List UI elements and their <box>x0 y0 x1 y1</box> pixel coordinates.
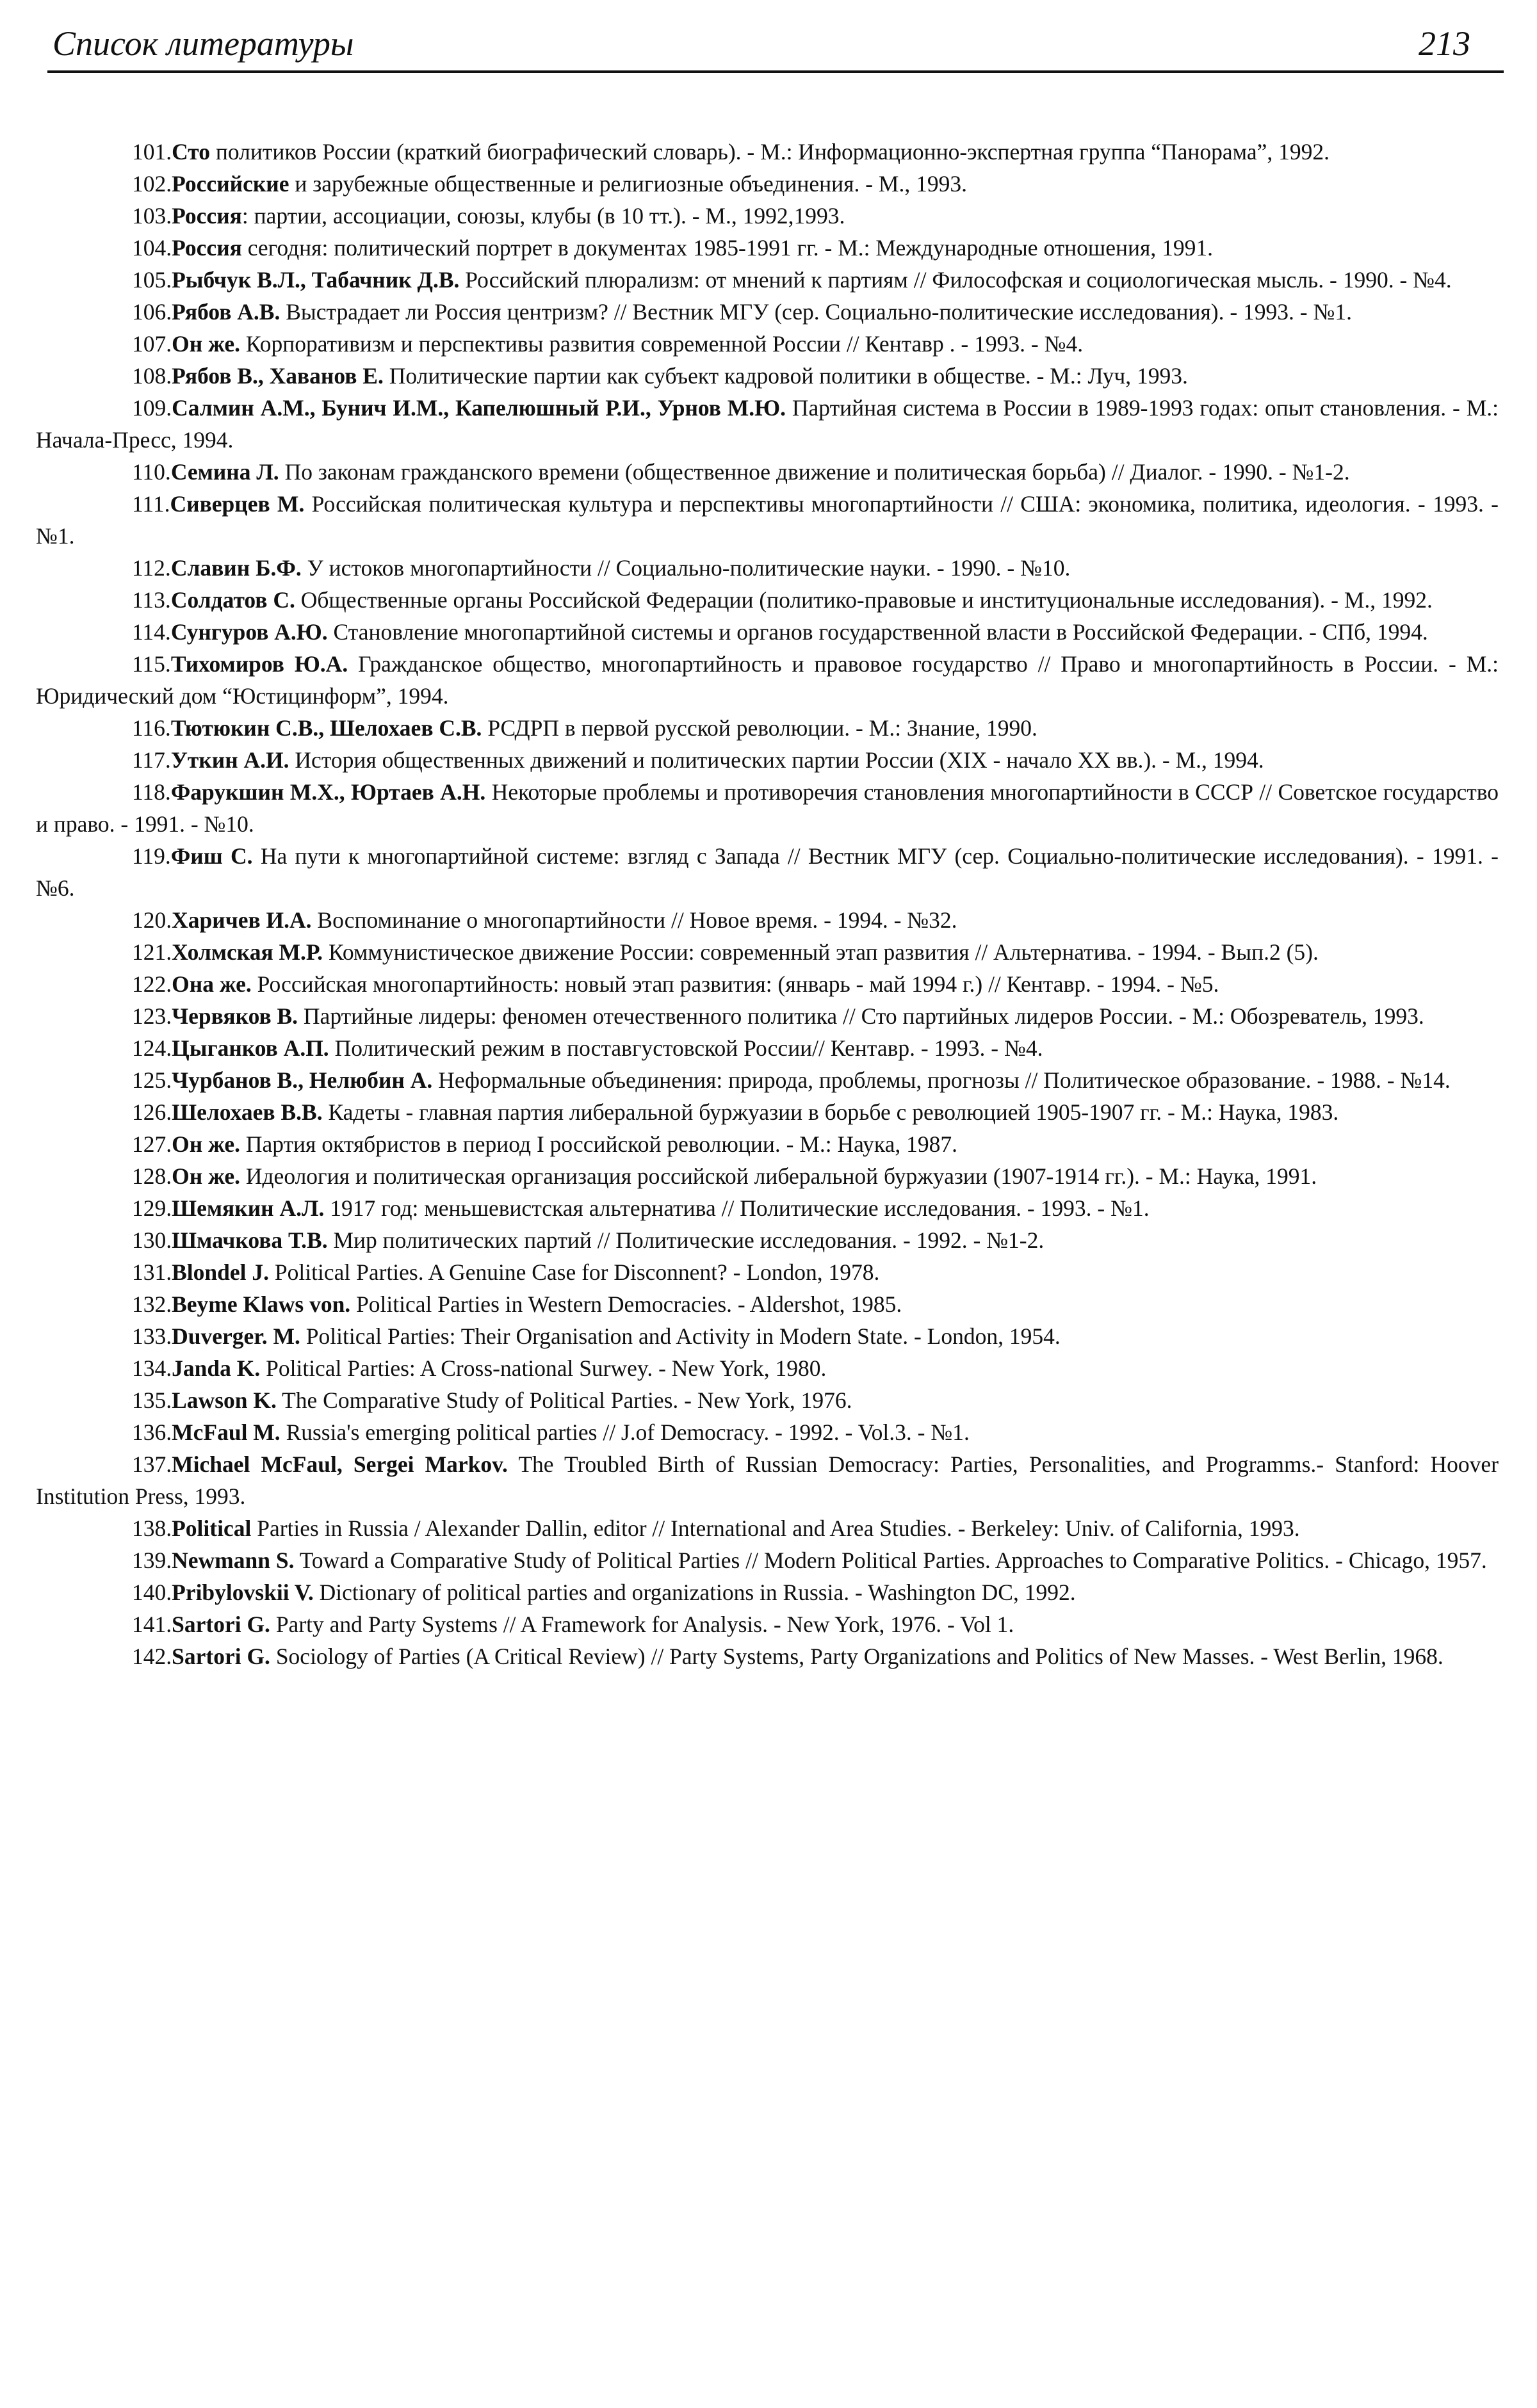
bibliography-entry <box>36 1000 1499 1032</box>
bibliography-entry <box>36 1128 1499 1160</box>
bibliography-entry <box>36 1032 1499 1064</box>
entry-number: 113. <box>132 587 171 613</box>
bibliography-entry <box>36 232 1499 264</box>
entry-number: 129. <box>132 1195 172 1221</box>
bibliography-entry <box>36 296 1499 328</box>
page-number: 213 <box>1419 24 1470 63</box>
entry-text: Корпоративизм и перспективы развития современной России // Кентавр . - 1993. - №4. <box>240 331 1084 357</box>
bibliography-entry <box>36 1192 1499 1224</box>
entry-text: На пути к многопартийной системе: взгляд с Запада // Вестник МГУ (сер. Социально-политические исследования). - 1991. - №6. <box>36 843 1499 901</box>
entry-text: Political Parties: A Cross-national Surwey. - New York, 1980. <box>260 1355 827 1381</box>
entry-text: У истоков многопартийности // Социально-политические науки. - 1990. - №10. <box>301 555 1071 581</box>
entry-number: 121. <box>132 939 172 965</box>
entry-author: Шмачкова Т.В. <box>172 1227 328 1253</box>
entry-number: 103. <box>132 203 172 229</box>
bibliography-entry <box>36 456 1499 488</box>
entry-text: политиков России (краткий биографический словарь). - М.: Информационно-экспертная группа “Панорама”, 1992. <box>210 139 1330 165</box>
entry-author: Тихомиров Ю.А. <box>170 651 348 677</box>
entry-text: Toward a Comparative Study of Political Parties // Modern Political Parties. Approaches to Comparative Politics. - Chicago, 1957. <box>294 1547 1487 1573</box>
page-title: Список литературы <box>53 24 354 63</box>
bibliography-entry <box>36 1384 1499 1416</box>
entry-text: The Comparative Study of Political Parties. - New York, 1976. <box>276 1387 852 1413</box>
entry-number: 133. <box>132 1323 172 1349</box>
entry-author: Фиш С. <box>170 843 253 869</box>
entry-text: Parties in Russia / Alexander Dallin, editor // International and Area Studies. - Berkeley: Univ. of California, 1993. <box>251 1515 1300 1541</box>
entry-text: Неформальные объединения: природа, проблемы, прогнозы // Политическое образование. - 1988. - №14. <box>432 1067 1451 1093</box>
entry-author: Сунгуров А.Ю. <box>170 619 328 645</box>
bibliography-entry <box>36 136 1499 168</box>
bibliography-entry <box>36 968 1499 1000</box>
entry-text: РСДРП в первой русской революции. - М.: Знание, 1990. <box>482 715 1037 741</box>
entry-number: 132. <box>132 1291 172 1317</box>
entry-author: McFaul M. <box>172 1419 281 1445</box>
entry-author: Шелохаев В.В. <box>172 1099 323 1125</box>
page-header <box>47 19 1504 73</box>
entry-author: Шемякин А.Л. <box>172 1195 325 1221</box>
entry-number: 119. <box>132 843 171 869</box>
bibliography-entry <box>36 1640 1499 1672</box>
entry-text: Political Parties. A Genuine Case for Disconnent? - London, 1978. <box>269 1259 880 1285</box>
bibliography-entry <box>36 1288 1499 1320</box>
entry-author: Рябов В., Хаванов Е. <box>172 363 384 389</box>
entry-author: Duverger. M. <box>172 1323 300 1349</box>
entry-author: Blondel J. <box>172 1259 270 1285</box>
entry-number: 137. <box>132 1451 172 1477</box>
entry-author: Newmann S. <box>172 1547 295 1573</box>
entry-number: 126. <box>132 1099 172 1125</box>
entry-author: Червяков В. <box>172 1003 298 1029</box>
entry-author: Sartori G. <box>172 1644 270 1669</box>
entry-number: 104. <box>132 235 172 261</box>
entry-number: 128. <box>132 1163 172 1189</box>
entry-author: Уткин А.И. <box>170 747 289 773</box>
entry-number: 114. <box>132 619 171 645</box>
entry-text: Кадеты - главная партия либеральной буржуазии в борьбе с революцией 1905-1907 гг. - М.: Наука, 1983. <box>322 1099 1339 1125</box>
entry-number: 120. <box>132 907 172 933</box>
entry-text: The Troubled Birth of Russian Democracy: Parties, Personalities, and Programms.- Stanford: Hoover Institution Press, 1993. <box>36 1451 1499 1509</box>
entry-text: По законам гражданского времени (общественное движение и политическая борьба) // Диалог. - 1990. - №1-2. <box>279 459 1350 485</box>
entry-text: : партии, ассоциации, союзы, клубы (в 10 тт.). - М., 1992,1993. <box>241 203 845 229</box>
entry-author: Солдатов С. <box>170 587 295 613</box>
entry-text: Идеология и политическая организация российской либеральной буржуазии (1907-1914 гг.). - М.: Наука, 1991. <box>240 1163 1317 1189</box>
bibliography-entry <box>36 392 1499 456</box>
entry-author: Beyme Klaws von. <box>172 1291 351 1317</box>
bibliography-entry <box>36 584 1499 616</box>
entry-number: 115. <box>132 651 171 677</box>
entry-author: Тютюкин С.В., Шелохаев С.В. <box>170 715 482 741</box>
entry-text: Политический режим в поставгустовской России// Кентавр. - 1993. - №4. <box>329 1035 1043 1061</box>
entry-author: Рыбчук В.Л., Табачник Д.В. <box>172 267 460 293</box>
entry-number: 125. <box>132 1067 172 1093</box>
entry-text: Российская политическая культура и перспективы многопартийности // США: экономика, политика, идеология. - 1993. - №1. <box>36 491 1499 549</box>
entry-text: Российский плюрализм: от мнений к партиям // Философская и социологическая мысль. - 1990. - №4. <box>459 267 1452 293</box>
entry-author: Рябов А.В. <box>172 299 281 325</box>
entry-author: Харичев И.А. <box>172 907 312 933</box>
entry-number: 141. <box>132 1612 172 1637</box>
entry-number: 101. <box>132 139 172 165</box>
entry-number: 136. <box>132 1419 172 1445</box>
entry-text: Становление многопартийной системы и органов государственной власти в Российской Федерации. - СПб, 1994. <box>327 619 1428 645</box>
bibliography-entry <box>36 1064 1499 1096</box>
entry-text: Гражданское общество, многопартийность и правовое государство // Право и многопартийность в России. - М.: Юридический дом “Юстицинформ”, 1994. <box>36 651 1499 709</box>
bibliography-entry <box>36 744 1499 776</box>
entry-number: 139. <box>132 1547 172 1573</box>
entry-number: 130. <box>132 1227 172 1253</box>
entry-text: Некоторые проблемы и противоречия становления многопартийности в СССР // Советское государство и право. - 1991. - №10. <box>36 779 1499 837</box>
entry-text: Political Parties: Their Organisation and Activity in Modern State. - London, 1954. <box>300 1323 1061 1349</box>
bibliography-entry <box>36 1320 1499 1352</box>
entry-number: 131. <box>132 1259 172 1285</box>
entry-author: Michael McFaul, Sergei Markov. <box>172 1451 508 1477</box>
entry-author: Чурбанов В., Нелюбин А. <box>172 1067 433 1093</box>
entry-text: сегодня: политический портрет в документах 1985-1991 гг. - М.: Международные отношения, 1991. <box>241 235 1213 261</box>
entry-text: и зарубежные общественные и религиозные объединения. - М., 1993. <box>289 171 967 197</box>
entry-number: 123. <box>132 1003 172 1029</box>
entry-text: Коммунистическое движение России: современный этап развития // Альтернатива. - 1994. - Вып.2 (5). <box>323 939 1319 965</box>
bibliography-entry <box>36 360 1499 392</box>
entry-number: 106. <box>132 299 172 325</box>
bibliography-entry <box>36 1224 1499 1256</box>
entry-author: Он же. <box>172 1131 240 1157</box>
entry-author: Российские <box>172 171 289 197</box>
entry-number: 107. <box>132 331 172 357</box>
entry-author: Россия <box>172 203 242 229</box>
entry-author: Холмская М.Р. <box>172 939 323 965</box>
entry-author: Lawson K. <box>172 1387 277 1413</box>
entry-author: Он же. <box>172 1163 240 1189</box>
entry-author: Она же. <box>172 971 252 997</box>
entry-number: 117. <box>132 747 171 773</box>
bibliography-list <box>36 136 1499 1672</box>
entry-author: Салмин А.М., Бунич И.М., Капелюшный Р.И., Урнов М.Ю. <box>172 395 786 421</box>
entry-text: Воспоминание о многопартийности // Новое время. - 1994. - №32. <box>311 907 957 933</box>
entry-text: Партийные лидеры: феномен отечественного политика // Сто партийных лидеров России. - М.: Обозреватель, 1993. <box>298 1003 1424 1029</box>
entry-number: 110. <box>132 459 171 485</box>
bibliography-entry <box>36 264 1499 296</box>
bibliography-entry <box>36 1096 1499 1128</box>
entry-number: 102. <box>132 171 172 197</box>
entry-text: Political Parties in Western Democracies. - Aldershot, 1985. <box>350 1291 902 1317</box>
entry-author: Janda K. <box>172 1355 261 1381</box>
bibliography-entry <box>36 1160 1499 1192</box>
entry-number: 112. <box>132 555 171 581</box>
entry-text: Партия октябристов в период I российской революции. - М.: Наука, 1987. <box>240 1131 957 1157</box>
entry-text: Партийная система в России в 1989-1993 годах: опыт становления. - М.: Начала-Пресс, 1994. <box>36 395 1499 453</box>
entry-author: Он же. <box>172 331 240 357</box>
entry-text: Russia's emerging political parties // J.of Democracy. - 1992. - Vol.3. - №1. <box>280 1419 970 1445</box>
entry-author: Семина Л. <box>170 459 279 485</box>
bibliography-entry <box>36 1544 1499 1576</box>
bibliography-entry <box>36 840 1499 904</box>
entry-author: Political <box>172 1515 252 1541</box>
entry-text: 1917 год: меньшевистская альтернатива // Политические исследования. - 1993. - №1. <box>324 1195 1150 1221</box>
entry-author: Россия <box>172 235 242 261</box>
entry-text: Выстрадает ли Россия центризм? // Вестник МГУ (сер. Социально-политические исследования). - 1993. - №1. <box>280 299 1352 325</box>
entry-text: Dictionary of political parties and organizations in Russia. - Washington DC, 1992. <box>313 1580 1076 1605</box>
bibliography-entry <box>36 328 1499 360</box>
bibliography-entry <box>36 1512 1499 1544</box>
bibliography-entry <box>36 168 1499 200</box>
entry-number: 134. <box>132 1355 172 1381</box>
bibliography-entry <box>36 200 1499 232</box>
bibliography-entry <box>36 552 1499 584</box>
bibliography-entry <box>36 616 1499 648</box>
entry-author: Фарукшин М.Х., Юртаев А.Н. <box>170 779 486 805</box>
entry-number: 108. <box>132 363 172 389</box>
entry-text: Общественные органы Российской Федерации (политико-правовые и институциональные исследования). - М., 1992. <box>295 587 1433 613</box>
entry-text: Российская многопартийность: новый этап развития: (январь - май 1994 г.) // Кентавр. - 1994. - №5. <box>251 971 1219 997</box>
entry-number: 116. <box>132 715 171 741</box>
bibliography-entry <box>36 1352 1499 1384</box>
entry-number: 138. <box>132 1515 172 1541</box>
bibliography-entry <box>36 1608 1499 1640</box>
entry-text: Sociology of Parties (A Critical Review) // Party Systems, Party Organizations and Politics of New Masses. - West Berlin, 1968. <box>270 1644 1443 1669</box>
entry-number: 122. <box>132 971 172 997</box>
bibliography-entry <box>36 1416 1499 1448</box>
entry-author: Цыганков А.П. <box>172 1035 329 1061</box>
entry-author: Pribylovskii V. <box>172 1580 314 1605</box>
bibliography-entry <box>36 712 1499 744</box>
entry-number: 105. <box>132 267 172 293</box>
entry-author: Сиверцев М. <box>170 491 305 517</box>
entry-number: 127. <box>132 1131 172 1157</box>
bibliography-entry <box>36 1576 1499 1608</box>
bibliography-entry <box>36 648 1499 712</box>
entry-number: 142. <box>132 1644 172 1669</box>
entry-text: Политические партии как субъект кадровой политики в обществе. - М.: Луч, 1993. <box>383 363 1188 389</box>
bibliography-entry <box>36 488 1499 552</box>
entry-author: Сто <box>172 139 211 165</box>
entry-number: 135. <box>132 1387 172 1413</box>
entry-number: 124. <box>132 1035 172 1061</box>
entry-text: Мир политических партий // Политические исследования. - 1992. - №1-2. <box>327 1227 1045 1253</box>
entry-number: 109. <box>132 395 172 421</box>
bibliography-entry <box>36 1448 1499 1512</box>
entry-number: 118. <box>132 779 171 805</box>
bibliography-entry <box>36 1256 1499 1288</box>
entry-text: Party and Party Systems // A Framework for Analysis. - New York, 1976. - Vol 1. <box>270 1612 1014 1637</box>
bibliography-entry <box>36 776 1499 840</box>
entry-author: Sartori G. <box>172 1612 270 1637</box>
entry-text: История общественных движений и политических партии России (XIX - начало XX вв.). - М., 1994. <box>289 747 1264 773</box>
entry-number: 111. <box>132 491 170 517</box>
bibliography-entry <box>36 936 1499 968</box>
entry-number: 140. <box>132 1580 172 1605</box>
entry-author: Славин Б.Ф. <box>170 555 302 581</box>
bibliography-entry <box>36 904 1499 936</box>
